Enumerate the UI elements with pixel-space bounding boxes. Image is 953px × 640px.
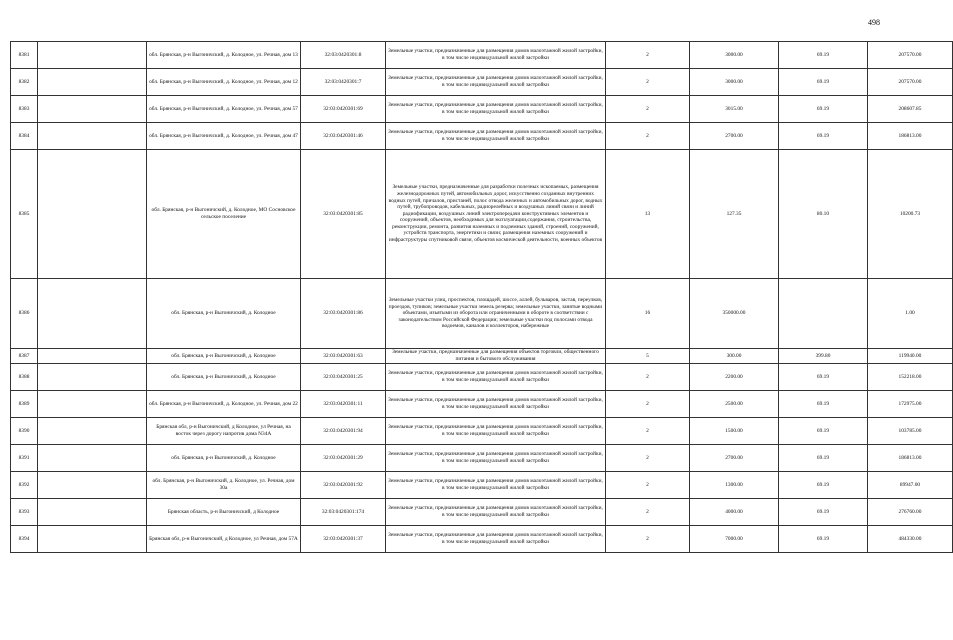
cell-record-number: 8389	[11, 391, 38, 418]
cell-cadastral-value: 152218.00	[868, 364, 953, 391]
cell-permitted-use: Земельные участки, предназначенные для размещения домов малоэтажной жилой застройки, в том числе индивидуальной жилой застройки	[386, 69, 606, 96]
cell-permitted-use: Земельные участки, предназначенные для размещения домов малоэтажной жилой застройки, в том числе индивидуальной жилой застройки	[386, 472, 606, 499]
cell-cadastral-number: 32:03:0420301:25	[301, 364, 386, 391]
cell-permitted-use: Земельные участки, предназначенные для размещения домов малоэтажной жилой застройки, в том числе индивидуальной жилой застройки	[386, 364, 606, 391]
cell-record-number: 8393	[11, 499, 38, 526]
cell-address: Брянская обл, р-н Выгоничский, д Колодное, ул Речная, дом 57А	[147, 526, 301, 553]
cell-use-group: 2	[606, 42, 690, 69]
cell-specific-value: 69.19	[779, 123, 868, 150]
cell-use-group: 2	[606, 69, 690, 96]
cell-blank	[38, 364, 147, 391]
cell-cadastral-value: 207570.00	[868, 42, 953, 69]
cell-area: 127.35	[690, 150, 779, 279]
cell-cadastral-number: 32:03:0420301:11	[301, 391, 386, 418]
cell-cadastral-number: 32:03:0420301:37	[301, 526, 386, 553]
cell-record-number: 8394	[11, 526, 38, 553]
cell-cadastral-value: 186813.00	[868, 123, 953, 150]
cell-use-group: 2	[606, 391, 690, 418]
cell-record-number: 8392	[11, 472, 38, 499]
cell-record-number: 8383	[11, 96, 38, 123]
cell-permitted-use: Земельные участки, предназначенные для размещения домов малоэтажной жилой застройки, в том числе индивидуальной жилой застройки	[386, 96, 606, 123]
cell-permitted-use: Земельные участки, предназначенные для размещения домов малоэтажной жилой застройки, в том числе индивидуальной жилой застройки	[386, 42, 606, 69]
cell-specific-value: 69.19	[779, 418, 868, 445]
cell-permitted-use: Земельные участки, предназначенные для размещения домов малоэтажной жилой застройки, в том числе индивидуальной жилой застройки	[386, 391, 606, 418]
cell-specific-value: 69.19	[779, 69, 868, 96]
cell-use-group: 2	[606, 123, 690, 150]
table-row	[11, 391, 953, 418]
cell-address: обл. Брянская, р-н Выгоничский, д. Колодное, ул. Речная, дом 57	[147, 96, 301, 123]
cell-cadastral-number: 32:03:0420301:7	[301, 69, 386, 96]
cell-use-group: 2	[606, 445, 690, 472]
cell-blank	[38, 445, 147, 472]
cell-cadastral-number: 32:03:0420301:86	[301, 279, 386, 349]
cell-permitted-use: Земельные участки, предназначенные для размещения домов малоэтажной жилой застройки, в том числе индивидуальной жилой застройки	[386, 418, 606, 445]
cell-use-group: 2	[606, 472, 690, 499]
cell-blank	[38, 150, 147, 279]
table-row	[11, 123, 953, 150]
cell-cadastral-value: 484330.00	[868, 526, 953, 553]
cell-permitted-use: Земельные участки, предназначенные для размещения объектов торговли, общественного питания и бытового обслуживания	[386, 349, 606, 364]
cell-cadastral-value: 207570.00	[868, 69, 953, 96]
cell-address: обл. Брянская, р-н Выгоничский, д. Колодное, ул. Речная, дом 22	[147, 391, 301, 418]
cell-record-number: 8391	[11, 445, 38, 472]
cell-cadastral-value: 10200.73	[868, 150, 953, 279]
cell-blank	[38, 42, 147, 69]
cell-cadastral-value: 186813.00	[868, 445, 953, 472]
cell-specific-value	[779, 279, 868, 349]
cell-specific-value: 69.19	[779, 364, 868, 391]
cell-cadastral-value: 119940.00	[868, 349, 953, 364]
cell-use-group: 2	[606, 418, 690, 445]
cell-permitted-use: Земельные участки, предназначенные для разработки полезных ископаемых, размещения железнодорожных путей, автомобильных дорог, искусственно созданных внутренних водных путей, причалов, пристаней, полос отвода железных и автомобильных дорог, водных путей, трубопроводов, кабельных, радиорелейных и воздушных линий связи и линий радиофикации, воздушных линий электропередачи конструктивных элементов и сооружений, объектов, необходимых для эксплуатации,содержания, строительства, реконструкции, ремонта, развития наземных и подземных зданий, строений, сооружений, устройств транспорта, энергетики и связи; размещения наземных сооружений и инфраструктуры спутниковой связи, объектов космической деятельности, военных объектов	[386, 150, 606, 279]
table-row	[11, 279, 953, 349]
table-row	[11, 445, 953, 472]
table-row	[11, 69, 953, 96]
cell-permitted-use: Земельные участки, предназначенные для размещения домов малоэтажной жилой застройки, в том числе индивидуальной жилой застройки	[386, 526, 606, 553]
cell-blank	[38, 526, 147, 553]
cell-cadastral-value: 1.00	[868, 279, 953, 349]
cell-area: 2700.00	[690, 123, 779, 150]
cell-record-number: 8386	[11, 279, 38, 349]
cell-area: 2500.00	[690, 391, 779, 418]
cell-blank	[38, 472, 147, 499]
cell-record-number: 8385	[11, 150, 38, 279]
cell-specific-value: 69.19	[779, 445, 868, 472]
cell-use-group: 13	[606, 150, 690, 279]
cell-blank	[38, 96, 147, 123]
cell-area: 300.00	[690, 349, 779, 364]
cell-blank	[38, 69, 147, 96]
cell-permitted-use: Земельные участки, предназначенные для размещения домов малоэтажной жилой застройки, в том числе индивидуальной жилой застройки	[386, 445, 606, 472]
cell-area: 3000.00	[690, 69, 779, 96]
cell-use-group: 2	[606, 499, 690, 526]
cell-use-group: 16	[606, 279, 690, 349]
table-row	[11, 526, 953, 553]
cell-address: обл. Брянская, р-н Выгоничский, д. Колодное, МО Сосновское сельское поселение	[147, 150, 301, 279]
cell-address: обл. Брянская, р-н Выгоничский, д. Колодное, ул. Речная, дом 12	[147, 69, 301, 96]
table-row	[11, 364, 953, 391]
cell-address: Брянская область, р-н Выгоничский, д Колодное	[147, 499, 301, 526]
cell-address: обл. Брянская, р-н Выгоничский, д. Колодное	[147, 349, 301, 364]
cell-blank	[38, 279, 147, 349]
cell-specific-value: 80.10	[779, 150, 868, 279]
cell-permitted-use: Земельные участки, предназначенные для размещения домов малоэтажной жилой застройки, в том числе индивидуальной жилой застройки	[386, 499, 606, 526]
cell-cadastral-value: 89947.00	[868, 472, 953, 499]
cell-cadastral-number: 32:03:0420301:69	[301, 96, 386, 123]
cell-area: 3015.00	[690, 96, 779, 123]
cell-permitted-use: Земельные участки, предназначенные для размещения домов малоэтажной жилой застройки, в том числе индивидуальной жилой застройки	[386, 123, 606, 150]
table-row	[11, 472, 953, 499]
cell-cadastral-number: 32:03:0420301:29	[301, 445, 386, 472]
cell-record-number: 8382	[11, 69, 38, 96]
cell-area: 1300.00	[690, 472, 779, 499]
cell-permitted-use: Земельные участки улиц, проспектов, площадей, шоссе, аллей, бульваров, застав, переулков, проездов, тупиков; земельные участки земель резерва; земельные участки, занятые водными объектами, изъятыми из оборота или ограниченными в обороте в соответствии с законодательством Российской Федерации; земельные участки под полосами отвода водоемов, каналов и коллекторов, набережные	[386, 279, 606, 349]
cell-cadastral-value: 103785.00	[868, 418, 953, 445]
cell-address: обл. Брянская, р-н Выгоничский, д. Колодное, ул. Речная, дом 30а	[147, 472, 301, 499]
cell-cadastral-number: 32:03:0420301:85	[301, 150, 386, 279]
cell-blank	[38, 391, 147, 418]
table-row	[11, 96, 953, 123]
cell-address: обл. Брянская, р-н Выгоничский, д. Колодное, ул. Речная, дом 13	[147, 42, 301, 69]
table-body	[11, 42, 953, 553]
cell-area: 3000.00	[690, 42, 779, 69]
cell-address: обл. Брянская, р-н Выгоничский, д. Колодное	[147, 445, 301, 472]
cell-cadastral-value: 276760.00	[868, 499, 953, 526]
cell-address: обл. Брянская, р-н Выгоничский, д. Колодное	[147, 364, 301, 391]
cell-address: обл. Брянская, р-н Выгоничский, д. Колодное	[147, 279, 301, 349]
cell-use-group: 5	[606, 349, 690, 364]
cell-record-number: 8381	[11, 42, 38, 69]
cell-record-number: 8388	[11, 364, 38, 391]
page-number: 498	[868, 18, 880, 27]
cell-cadastral-number: 32:03:0420301:63	[301, 349, 386, 364]
cell-area: 2700.00	[690, 445, 779, 472]
cell-record-number: 8390	[11, 418, 38, 445]
cell-cadastral-number: 32:03:0420301:8	[301, 42, 386, 69]
cell-cadastral-number: 32:03:0420301:174	[301, 499, 386, 526]
cell-cadastral-value: 208607.85	[868, 96, 953, 123]
table-row	[11, 499, 953, 526]
cell-cadastral-number: 32:03:0420301:94	[301, 418, 386, 445]
cell-blank	[38, 499, 147, 526]
cell-record-number: 8384	[11, 123, 38, 150]
cell-cadastral-number: 32:03:0420301:92	[301, 472, 386, 499]
table-row	[11, 418, 953, 445]
cell-blank	[38, 418, 147, 445]
cell-cadastral-number: 32:03:0420301:46	[301, 123, 386, 150]
land-registry-table	[10, 41, 953, 553]
cell-cadastral-value: 172975.00	[868, 391, 953, 418]
cell-area: 1500.00	[690, 418, 779, 445]
cell-address: обл. Брянская, р-н Выгоничский, д. Колодное, ул. Речная, дом 47	[147, 123, 301, 150]
cell-area: 7000.00	[690, 526, 779, 553]
cell-specific-value: 69.19	[779, 42, 868, 69]
cell-specific-value: 69.19	[779, 526, 868, 553]
cell-use-group: 2	[606, 364, 690, 391]
cell-use-group: 2	[606, 526, 690, 553]
cell-specific-value: 69.19	[779, 96, 868, 123]
cell-record-number: 8387	[11, 349, 38, 364]
cell-specific-value: 69.19	[779, 391, 868, 418]
table-row	[11, 349, 953, 364]
cell-address: Брянская обл, р-н Выгоничский, д Колодное, ул Речная, на восток через дорогу напротив дома N34А	[147, 418, 301, 445]
cell-specific-value: 399.80	[779, 349, 868, 364]
table-row	[11, 150, 953, 279]
cell-area: 350000.00	[690, 279, 779, 349]
cell-area: 2200.00	[690, 364, 779, 391]
cell-use-group: 2	[606, 96, 690, 123]
cell-specific-value: 69.19	[779, 472, 868, 499]
cell-area: 4000.00	[690, 499, 779, 526]
cell-blank	[38, 349, 147, 364]
cell-specific-value: 69.19	[779, 499, 868, 526]
cell-blank	[38, 123, 147, 150]
table-row	[11, 42, 953, 69]
